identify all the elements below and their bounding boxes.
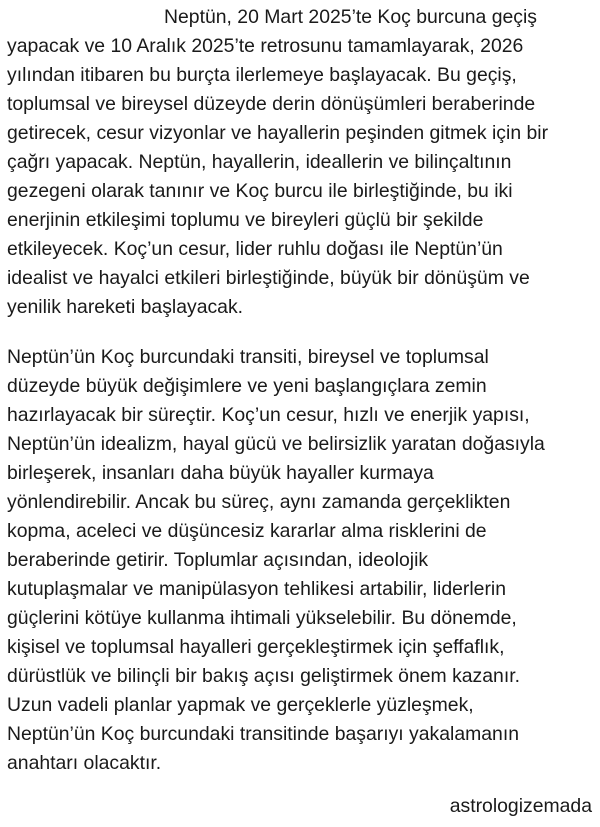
paragraph-line: dürüstlük ve bilinçli bir bakış açısı geliştirmek önem kazanır. [7,665,520,687]
paragraph-line: Uzun vadeli planlar yapmak ve gerçeklerle yüzleşmek, [7,694,474,716]
paragraph-line: yönlendirebilir. Ancak bu süreç, aynı zamanda gerçeklikten [7,491,511,513]
author-signature: astrologizemada [449,795,592,817]
paragraph-line: birleşerek, insanları daha büyük hayaller kurmaya [7,462,434,484]
paragraph-2 [7,343,595,778]
paragraph-line: idealist ve hayalci etkileri birleştiğinde, büyük bir dönüşüm ve [7,267,530,289]
paragraph-line: düzeyde büyük değişimlere ve yeni başlangıçlara zemin [7,375,487,397]
paragraph-line: enerjinin etkileşimi toplumu ve bireyleri güçlü bir şekilde [7,209,484,231]
paragraph-line: getirecek, cesur vizyonlar ve hayallerin peşinden gitmek için bir [7,122,549,144]
paragraph-line: Neptün’ün Koç burcundaki transitinde başarıyı yakalamanın [7,723,519,745]
paragraph-line: toplumsal ve bireysel düzeyde derin dönüşümleri beraberinde [7,93,536,115]
paragraph-line: hazırlayacak bir süreçtir. Koç’un cesur, hızlı ve enerjik yapısı, [7,404,530,426]
paragraph-line: yılından itibaren bu burçta ilerlemeye başlayacak. Bu geçiş, [7,64,517,86]
paragraph-1 [7,3,595,322]
paragraph-line: kopma, aceleci ve düşüncesiz kararlar alma risklerini de [7,520,487,542]
paragraph-line: etkileyecek. Koç’un cesur, lider ruhlu doğası ile Neptün’ün [7,238,503,260]
paragraph-line: Neptün’ün Koç burcundaki transiti, bireysel ve toplumsal [7,346,489,368]
paragraph-line: güçlerini kötüye kullanma ihtimali yükselebilir. Bu dönemde, [7,607,517,629]
paragraph-line: Neptün’ün idealizm, hayal gücü ve belirsizlik yaratan doğasıyla [7,433,545,455]
paragraph-line: çağrı yapacak. Neptün, hayallerin, ideallerin ve bilinçaltının [7,151,512,173]
paragraph-line: kutuplaşmalar ve manipülasyon tehlikesi artabilir, liderlerin [7,578,507,600]
paragraph-line: kişisel ve toplumsal hayalleri gerçekleştirmek için şeffaflık, [7,636,505,658]
paragraph-line: yenilik hareketi başlayacak. [7,296,244,318]
paragraph-line: Neptün, 20 Mart 2025’te Koç burcuna geçiş [164,6,537,28]
paragraph-line: gezegeni olarak tanınır ve Koç burcu ile birleştiğinde, bu iki [7,180,513,202]
paragraph-line: yapacak ve 10 Aralık 2025’te retrosunu tamamlayarak, 2026 [7,35,524,57]
paragraph-line: anahtarı olacaktır. [7,752,162,774]
paragraph-line: beraberinde getirir. Toplumlar açısından, ideolojik [7,549,429,571]
